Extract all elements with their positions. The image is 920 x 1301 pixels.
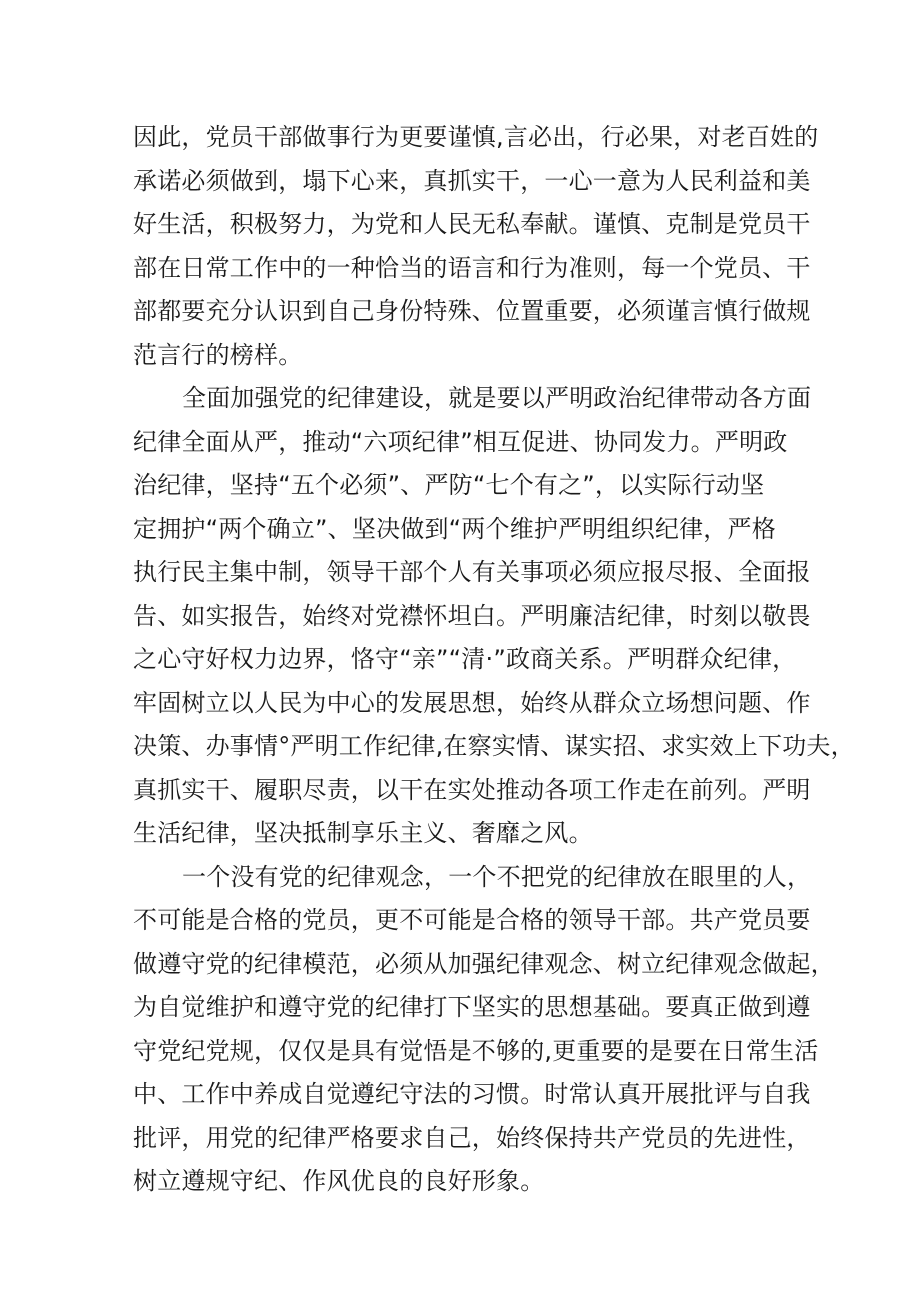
text-line: 纪律全面从严，推动“六项纪律”相互促进、协同发力。严明政 [133, 427, 788, 456]
text-line: 做遵守党的纪律模范，必须从加强纪律观念、树立纪律观念做起， [133, 949, 835, 978]
text-line: 守党纪党规，仅仅是具有觉悟是不够的,更重要的是要在日常生活 [133, 1036, 819, 1065]
text-line: 中、工作中养成自觉遵纪守法的习惯。时常认真开展批评与自我 [133, 1080, 811, 1108]
text-line: 承诺必须做到，塌下心来，真抓实干，一心一意为人民利益和美 [133, 166, 811, 195]
text-line: 牢固树立以人民为中心的发展思想，始终从群众立场想问题、作 [133, 688, 811, 717]
paragraph-2 [133, 377, 855, 856]
text-line: 执行民主集中制，领导干部个人有关事项必须应报尽报、全面报 [133, 558, 811, 586]
text-line: 定拥护“两个确立”、坚决做到“两个维护严明组织纪律，严格 [133, 514, 776, 543]
text-line: 生活纪律，坚决抵制享乐主义、奢靡之风。 [133, 819, 593, 847]
paragraph-1 [133, 116, 819, 377]
text-line: 告、如实报告，始终对党襟怀坦白。严明廉洁纪律，时刻以敬畏 [133, 601, 811, 630]
text-line: 一个没有党的纪律观念，一个不把党的纪律放在眼里的人， [182, 862, 812, 891]
text-line: 因此，党员干部做事行为更要谨慎,言必出，行必果，对老百姓的 [133, 123, 819, 151]
text-line: 范言行的榜样。 [133, 340, 303, 369]
text-line: 部都要充分认识到自己身份特殊、位置重要，必须谨言慎行做规 [133, 297, 811, 325]
text-line: 为自觉维护和遵守党的纪律打下坚实的思想基础。要真正做到遵 [133, 993, 811, 1021]
text-line: 树立遵规守纪、作风优良的良好形象。 [133, 1167, 545, 1195]
text-line: 之心守好权力边界，恪守“亲”“清·”政商关系。严明群众纪律， [133, 645, 797, 673]
text-line: 部在日常工作中的一种恰当的语言和行为准则，每一个党员、干 [133, 253, 811, 282]
text-line: 真抓实干、履职尽责，以干在实处推动各项工作走在前列。严明 [133, 775, 811, 804]
document-page [133, 116, 855, 1204]
text-line: 不可能是合格的党员，更不可能是合格的领导干部。共产党员要 [133, 906, 811, 934]
text-line: 批评，用党的纪律严格要求自己，始终保持共产党员的先进性， [133, 1123, 811, 1152]
paragraph-3 [133, 856, 835, 1204]
text-line: 好生活，积极努力，为党和人民无私奉献。谨慎、克制是党员干 [133, 210, 811, 238]
text-line: 决策、办事情°严明工作纪律,在察实情、谋实招、求实效上下功夫， [133, 732, 855, 760]
text-line: 治纪律，坚持“五个必须”、严防“七个有之”，以实际行动坚 [133, 471, 765, 499]
text-line: 全面加强党的纪律建设，就是要以严明政治纪律带动各方面 [182, 384, 812, 412]
